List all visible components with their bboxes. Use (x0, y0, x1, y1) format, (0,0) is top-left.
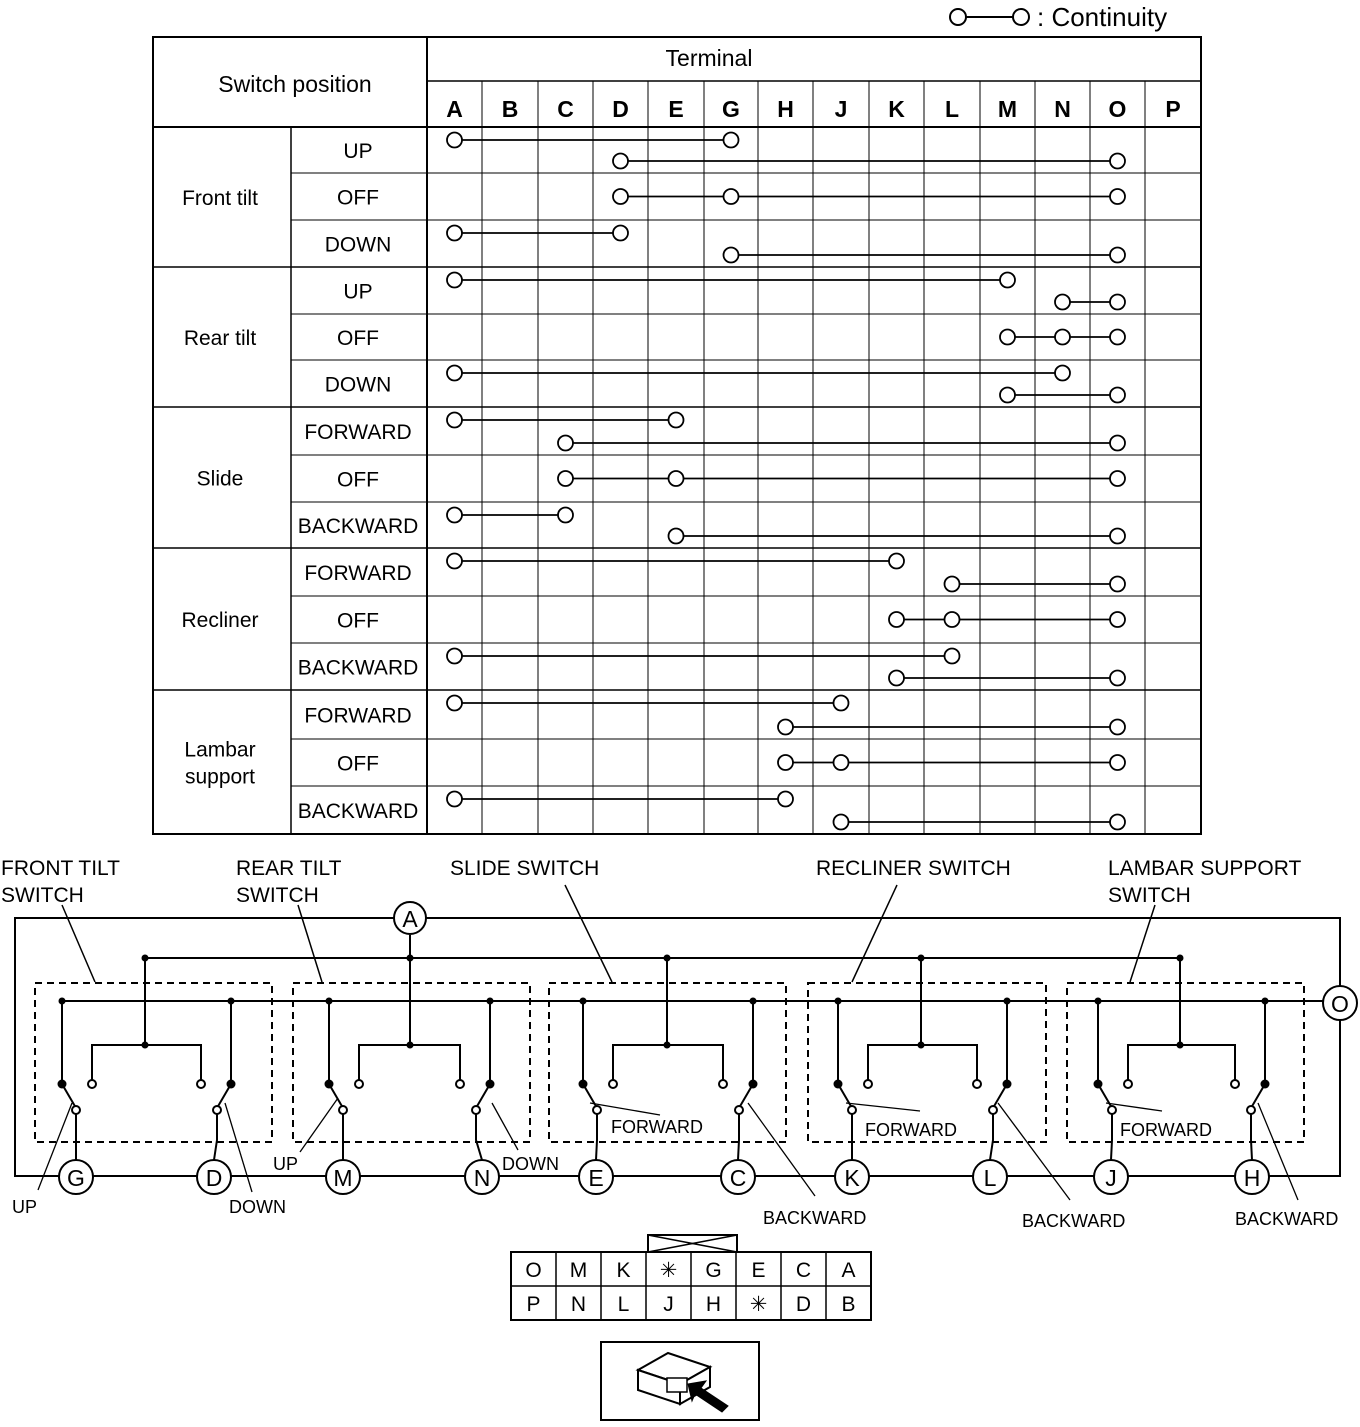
switch-blade (329, 1084, 343, 1108)
terminal-C-label: C (729, 1165, 747, 1191)
switch-pivot (848, 1106, 856, 1114)
junction-dot (918, 955, 925, 962)
position-label: DOWN (229, 1197, 286, 1217)
common-branch-line (92, 1045, 201, 1084)
junction-dot (835, 998, 842, 1005)
group-label: Lambar (184, 738, 256, 762)
leader-line (565, 885, 612, 982)
position-leader-line (300, 1098, 338, 1152)
terminal-header-E: E (668, 96, 684, 122)
connector-pin-O: O (525, 1259, 542, 1282)
connector-pin-G: G (705, 1259, 722, 1282)
position-label: UP (12, 1197, 38, 1217)
junction-dot (407, 955, 414, 962)
connector-face (511, 1235, 871, 1320)
view-icon-socket (667, 1378, 687, 1392)
position-leader-line (748, 1103, 815, 1196)
continuity-node-N (1055, 295, 1070, 310)
switch-pivot (472, 1106, 480, 1114)
continuity-node-A (447, 554, 462, 569)
junction-dot (1262, 998, 1269, 1005)
contact-open (88, 1080, 96, 1088)
switch-blade (1098, 1084, 1112, 1108)
continuity-node-N (1055, 330, 1070, 345)
switch-blade (739, 1084, 753, 1108)
position-label: BACKWARD (1235, 1209, 1339, 1229)
position-leader-line (998, 1103, 1070, 1200)
terminal-lead-line (214, 1114, 217, 1160)
continuity-node-L (945, 577, 960, 592)
switch-position-label: OFF (337, 468, 379, 492)
group-label: Front tilt (182, 187, 258, 210)
terminal-O-label: O (1331, 991, 1349, 1017)
switch-name-label: LAMBAR SUPPORT (1108, 857, 1302, 880)
terminal-H-label: H (1243, 1165, 1261, 1191)
continuity-node-A (447, 696, 462, 711)
continuity-node-A (447, 508, 462, 523)
switch-position-label: FORWARD (304, 704, 412, 728)
continuity-node-N (1055, 366, 1070, 381)
connector-pin-J: J (663, 1293, 674, 1316)
terminal-N-label: N (473, 1165, 491, 1191)
terminal-M-label: M (333, 1165, 353, 1191)
connector-pin-K: K (616, 1259, 631, 1282)
switch-position-label: BACKWARD (297, 515, 419, 538)
switch-pivot (1247, 1106, 1255, 1114)
continuity-node-L (945, 649, 960, 664)
switch-blade (476, 1084, 490, 1108)
switch-position-label: OFF (337, 186, 379, 210)
switch-position-label: DOWN (324, 233, 392, 257)
continuity-node-O (1110, 436, 1125, 451)
contact-open (456, 1080, 464, 1088)
switch-pivot (1108, 1106, 1116, 1114)
switch-position-label: OFF (337, 752, 379, 776)
legend-circle-right (1013, 9, 1029, 25)
terminal-lead-line (1111, 1114, 1112, 1160)
switch-module-boundary (35, 983, 272, 1142)
switch-module-boundary (808, 983, 1046, 1142)
connector-pin-D: D (795, 1293, 812, 1316)
schematic (15, 918, 1340, 1194)
connector-pin-P: P (526, 1293, 541, 1316)
switch-name-label: REAR TILT (236, 857, 342, 880)
switch-position-label: FORWARD (304, 562, 412, 585)
position-label: FORWARD (865, 1120, 957, 1140)
continuity-node-O (1110, 720, 1125, 735)
junction-dot (750, 998, 757, 1005)
junction-dot (1177, 955, 1184, 962)
switch-name-label: SWITCH (236, 884, 319, 907)
continuity-node-C (558, 471, 573, 486)
position-label: BACKWARD (1022, 1211, 1126, 1231)
continuity-node-M (1000, 273, 1015, 288)
continuity-node-G (724, 189, 739, 204)
continuity-node-O (1110, 248, 1125, 263)
junction-dot (142, 955, 149, 962)
junction-dot (1004, 998, 1011, 1005)
continuity-node-K (889, 671, 904, 686)
contact-open (719, 1080, 727, 1088)
switch-position-label: BACKWARD (297, 656, 419, 680)
group-label: Slide (196, 467, 244, 491)
switch-module-boundary (1067, 983, 1304, 1142)
connector-pin-B: B (841, 1293, 856, 1316)
contact-open (1124, 1080, 1132, 1088)
switch-blade (217, 1084, 231, 1108)
switch-name-label: SWITCH (1108, 884, 1191, 907)
terminal-header-P: P (1165, 96, 1181, 122)
contact-open (609, 1080, 617, 1088)
switch-pivot (735, 1106, 743, 1114)
contact-open (197, 1080, 205, 1088)
continuity-node-O (1110, 815, 1125, 830)
common-branch-line (359, 1045, 460, 1084)
continuity-node-O (1110, 295, 1125, 310)
leader-line (298, 905, 322, 982)
continuity-node-A (447, 133, 462, 148)
terminal-K-label: K (844, 1165, 860, 1191)
contact-open (1231, 1080, 1239, 1088)
continuity-node-O (1110, 671, 1125, 686)
continuity-node-O (1110, 755, 1125, 770)
terminal-header-L: L (944, 96, 960, 122)
position-label: FORWARD (611, 1117, 703, 1137)
connector-pin-✳: ✳ (659, 1259, 678, 1282)
terminal-G-label: G (67, 1165, 85, 1191)
switch-name-label: RECLINER SWITCH (816, 857, 1011, 880)
switch-pivot (989, 1106, 997, 1114)
continuity-node-O (1110, 612, 1125, 627)
continuity-node-L (945, 612, 960, 627)
continuity-node-D (613, 226, 628, 241)
continuity-node-M (1000, 330, 1015, 345)
position-label: BACKWARD (763, 1208, 867, 1228)
continuity-node-D (613, 189, 628, 204)
terminal-header-O: O (1108, 96, 1127, 122)
junction-dot (664, 955, 671, 962)
terminal-header-G: G (722, 96, 740, 122)
position-label: UP (273, 1154, 299, 1174)
legend-label: : Continuity (1037, 2, 1168, 32)
group-label: Recliner (181, 609, 259, 632)
continuity-node-K (889, 612, 904, 627)
terminal-lead-line (476, 1114, 482, 1160)
legend (950, 2, 1167, 32)
switch-blade (62, 1084, 76, 1108)
terminal-A-label: A (402, 906, 418, 932)
continuity-table (153, 37, 1201, 834)
switch-name-label: SLIDE SWITCH (450, 857, 600, 880)
contact-open (864, 1080, 872, 1088)
terminal-header-B: B (501, 96, 519, 122)
switch-pivot (213, 1106, 221, 1114)
junction-dot (1095, 998, 1102, 1005)
switch-position-label: UP (343, 280, 373, 304)
connector-pin-M: M (569, 1259, 588, 1282)
terminal-header-D: D (612, 96, 629, 122)
connector-view-icon (601, 1342, 759, 1420)
switch-name-label: SWITCH (1, 884, 84, 907)
leader-line (852, 885, 897, 982)
junction-dot (228, 998, 235, 1005)
continuity-node-O (1110, 154, 1125, 169)
terminal-lead-line (596, 1114, 597, 1160)
continuity-node-H (778, 792, 793, 807)
terminal-lead-line (738, 1114, 739, 1160)
continuity-node-C (558, 508, 573, 523)
continuity-node-G (724, 133, 739, 148)
continuity-node-O (1110, 577, 1125, 592)
terminal-header-J: J (834, 96, 848, 122)
terminal-L-label: L (983, 1165, 997, 1191)
continuity-node-J (834, 755, 849, 770)
terminal-lead-line (990, 1114, 993, 1160)
connector-pin-H: H (705, 1293, 722, 1316)
switch-blade (993, 1084, 1007, 1108)
connector-pin-N: N (570, 1293, 587, 1316)
continuity-node-E (669, 529, 684, 544)
position-label: DOWN (502, 1154, 559, 1174)
group-label: support (184, 765, 256, 789)
switch-blade (838, 1084, 852, 1108)
terminal-header-H: H (777, 96, 794, 122)
continuity-node-G (724, 248, 739, 263)
continuity-node-A (447, 649, 462, 664)
junction-dot (580, 998, 587, 1005)
leader-line (1130, 905, 1155, 982)
contact-open (355, 1080, 363, 1088)
terminal-O (1323, 986, 1357, 1020)
switch-position-label: DOWN (324, 373, 392, 397)
terminal-J-label: J (1105, 1165, 1117, 1191)
continuity-node-K (889, 554, 904, 569)
continuity-node-C (558, 436, 573, 451)
switch-position-header: Switch position (218, 71, 372, 97)
connector-pin-E: E (751, 1259, 766, 1282)
terminal-header-C: C (557, 96, 574, 122)
terminal-D-label: D (205, 1165, 223, 1191)
continuity-node-H (778, 720, 793, 735)
continuity-node-A (447, 273, 462, 288)
junction-dot (59, 998, 66, 1005)
position-leader-line (846, 1103, 920, 1111)
continuity-node-M (1000, 388, 1015, 403)
junction-dot (326, 998, 333, 1005)
terminal-header-M: M (997, 96, 1018, 122)
switch-position-label: BACKWARD (297, 800, 419, 823)
continuity-node-A (447, 792, 462, 807)
contact-open (973, 1080, 981, 1088)
continuity-node-J (834, 696, 849, 711)
switch-pivot (339, 1106, 347, 1114)
common-branch-line (613, 1045, 723, 1084)
connector-pin-L: L (617, 1293, 630, 1316)
terminal-E-label: E (588, 1165, 604, 1191)
continuity-node-O (1110, 471, 1125, 486)
position-label: FORWARD (1120, 1120, 1212, 1140)
junction-dot (487, 998, 494, 1005)
switch-position-label: OFF (337, 327, 379, 350)
continuity-node-O (1110, 388, 1125, 403)
leader-line (62, 905, 95, 982)
switch-name-label: FRONT TILT (1, 857, 121, 880)
switch-pivot (593, 1106, 601, 1114)
terminal-header-A: A (446, 96, 463, 122)
common-branch-line (1128, 1045, 1235, 1084)
continuity-node-O (1110, 330, 1125, 345)
common-branch-line (868, 1045, 977, 1084)
switch-position-label: UP (343, 140, 373, 163)
terminal-lead-line (1251, 1114, 1252, 1160)
continuity-node-O (1110, 529, 1125, 544)
continuity-node-A (447, 226, 462, 241)
switch-position-label: OFF (337, 609, 379, 633)
switch-position-label: FORWARD (304, 421, 412, 444)
continuity-node-A (447, 413, 462, 428)
terminal-header: Terminal (665, 45, 753, 71)
continuity-node-H (778, 755, 793, 770)
continuity-node-E (669, 413, 684, 428)
group-label: Rear tilt (183, 327, 257, 350)
connector-pin-C: C (795, 1259, 812, 1282)
terminal-header-K: K (888, 96, 905, 122)
terminal-header-N: N (1054, 96, 1071, 122)
switch-pivot (72, 1106, 80, 1114)
terminal-A (394, 902, 426, 934)
connector-pin-A: A (841, 1259, 856, 1282)
legend-circle-left (950, 9, 966, 25)
continuity-node-A (447, 366, 462, 381)
continuity-node-O (1110, 189, 1125, 204)
connector-pin-✳: ✳ (749, 1293, 768, 1316)
continuity-node-J (834, 815, 849, 830)
continuity-node-D (613, 154, 628, 169)
continuity-node-E (669, 471, 684, 486)
